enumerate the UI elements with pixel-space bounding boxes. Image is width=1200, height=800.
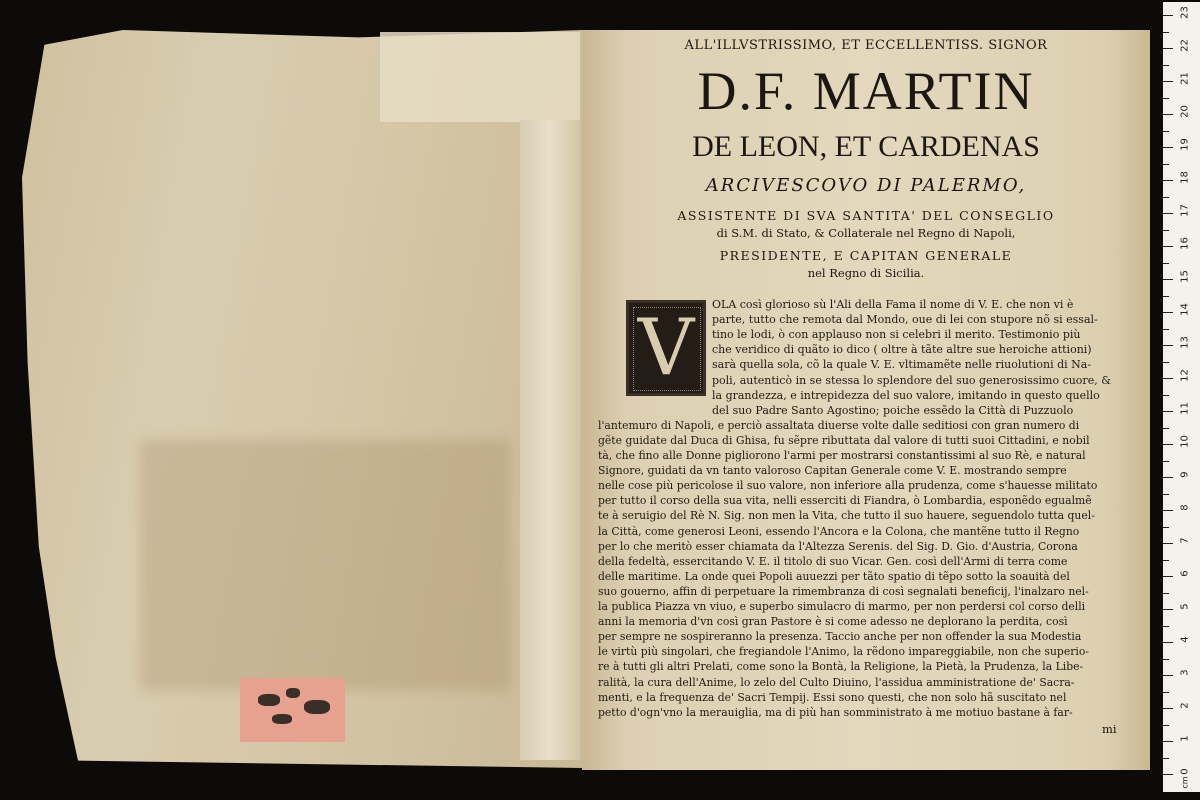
body-line: l'antemuro di Napoli, e perciò assaltata diuerse volte dalle seditiosi con gran numero di — [598, 418, 1080, 432]
ruler-number: 13 — [1179, 336, 1191, 349]
ruler-tick — [1163, 576, 1173, 577]
title-line: ARCIVESCOVO DI PALERMO, — [705, 175, 1027, 196]
ruler-tick — [1163, 395, 1169, 396]
body-line: tà, che fino alle Donne pigliorono l'armi per mostrarsi constantissimi al suo Rè, e natural — [598, 449, 1086, 462]
body-line: per lo che meritò esser chiamata da l'Altezza Serenis. del Sig. D. Gio. d'Austria, Corona — [598, 539, 1078, 553]
name-line-2: DE LEON, ET CARDENAS — [692, 130, 1040, 163]
body-line: le virtù più singolari, che fregiandole l'Animo, la rẽdono impareggiabile, non che superio- — [598, 645, 1089, 659]
ruler-number: 0 — [1179, 768, 1191, 775]
ruler-tick — [1163, 642, 1173, 643]
ruler-tick — [1163, 494, 1169, 495]
ruler-tick — [1163, 461, 1169, 462]
ruler-number: 18 — [1179, 171, 1191, 184]
ruler-tick — [1163, 741, 1173, 742]
ruler-tick — [1163, 692, 1169, 693]
ruler-number: 1 — [1179, 735, 1191, 742]
ruler-tick — [1163, 65, 1169, 66]
ruler-number: 9 — [1179, 471, 1191, 478]
body-line: anni la memoria d'vn così gran Pastore è si come adesso ne deplorano la perdita, così — [598, 615, 1068, 629]
right-page — [582, 30, 1150, 770]
ruler-unit: cm — [1180, 776, 1190, 789]
ruler-tick — [1163, 312, 1173, 313]
ruler-tick — [1163, 345, 1173, 346]
ruler-number: 16 — [1179, 237, 1191, 250]
ruler-number: 12 — [1179, 369, 1191, 382]
name-line-1: D.F. MARTIN — [697, 61, 1035, 121]
ruler-tick — [1163, 246, 1173, 247]
body-line: la Città, come generosi Leoni, essendo l'Ancora e la Colona, che mantẽne tutto il Regno — [598, 524, 1080, 538]
ruler-tick — [1163, 477, 1173, 478]
body-line: ralità, la cura dell'Anime, lo zelo del Culto Diuino, l'assidua amministratione de' Sacra- — [598, 675, 1075, 689]
ruler-tick — [1163, 32, 1169, 33]
spine-repair-strip — [520, 120, 580, 760]
ruler-tick — [1163, 362, 1169, 363]
ruler-tick — [1163, 593, 1169, 594]
dedication-header: ALL'ILLVSTRISSIMO, ET ECCELLENTISS. SIGNOR — [684, 38, 1048, 53]
ruler-tick — [1163, 659, 1169, 660]
ruler-number: 10 — [1179, 435, 1191, 448]
body-line: la publica Piazza vn viuo, e superbo simulacro di marmo, per non perdersi col corso delli — [598, 600, 1086, 613]
ruler-tick — [1163, 81, 1173, 82]
ruler-tick — [1163, 15, 1173, 16]
ruler-tick — [1163, 114, 1173, 115]
ruler-number: 23 — [1179, 6, 1191, 19]
ruler-tick — [1163, 164, 1169, 165]
ruler-tick — [1163, 230, 1169, 231]
ruler-number: 6 — [1179, 570, 1191, 577]
ruler-tick — [1163, 560, 1169, 561]
body-line: la grandezza, e intrepidezza del suo valore, imitando in questo quello — [712, 388, 1100, 402]
ruler-number: 8 — [1179, 504, 1191, 511]
ruler-tick — [1163, 411, 1173, 412]
ruler-number: 22 — [1179, 39, 1191, 52]
body-line: suo gouerno, affin di perpetuare la rimembranza di così segnalati beneficij, l'inalzaro nel- — [598, 584, 1089, 598]
office-line-2: di S.M. di Stato, & Collaterale nel Regno di Napoli, — [716, 226, 1016, 240]
body-line: parte, tutto che remota dal Mondo, oue di lei con stupore nõ si essal- — [712, 313, 1098, 327]
ruler-tick — [1163, 543, 1173, 544]
office-line-1: ASSISTENTE DI SVA SANTITA' DEL CONSEGLIO — [677, 208, 1055, 223]
ruler-tick — [1163, 510, 1173, 511]
ruler-number: 5 — [1179, 603, 1191, 610]
body-line: della fedeltà, essercitando V. E. il titolo di suo Vicar. Gen. così dell'Armi di terra come — [598, 554, 1068, 568]
ruler-tick — [1163, 708, 1173, 709]
ruler-tick — [1163, 758, 1169, 759]
body-line: menti, e la frequenza de' Sacri Tempij. Essi sono questi, che non solo hã suscitato nel — [598, 690, 1067, 704]
ruler-tick — [1163, 725, 1169, 726]
ruler-number: 21 — [1179, 72, 1191, 85]
library-label — [240, 678, 345, 742]
body-line: Signore, guidati da vn tanto valoroso Capitan Generale come V. E. mostrando sempre — [598, 464, 1067, 478]
catchword: mi — [1102, 722, 1117, 736]
ruler-number: 15 — [1179, 270, 1191, 283]
ruler-tick — [1163, 279, 1173, 280]
measuring-ruler — [1163, 2, 1200, 792]
ruler-tick — [1163, 444, 1173, 445]
body-line: che veridico di quãto io dico ( oltre à tãte altre sue heroiche attioni) — [712, 343, 1092, 357]
ruler-tick — [1163, 131, 1169, 132]
ruler-tick — [1163, 329, 1169, 330]
office-line-3: PRESIDENTE, E CAPITAN GENERALE — [719, 248, 1013, 263]
body-line: petto d'ogn'vno la merauiglia, ma di più han somministrato à me motiuo bastane à far- — [598, 705, 1073, 719]
ruler-tick — [1163, 98, 1169, 99]
office-line-4: nel Regno di Sicilia. — [807, 266, 925, 280]
ruler-tick — [1163, 774, 1173, 775]
body-line: tino le lodi, ò con applauso non si celebri il merito. Testimonio più — [712, 328, 1081, 342]
body-line: nelle cose più pericolose il suo valore, non inferiore alla prudenza, come s'hauesse militato — [598, 479, 1098, 493]
ruler-tick — [1163, 48, 1173, 49]
body-line: gẽte guidate dal Duca di Ghisa, fu sẽpre ributtata dal valore di tutti suoi Cittadini, e nobil — [598, 433, 1090, 447]
ruler-tick — [1163, 296, 1169, 297]
paper-repair-patch — [380, 32, 580, 122]
ruler-number: 3 — [1179, 669, 1191, 676]
ruler-number: 20 — [1179, 105, 1191, 118]
ruler-tick — [1163, 180, 1173, 181]
ruler-tick — [1163, 378, 1173, 379]
body-line: OLA così glorioso sù l'Ali della Fama il nome di V. E. che non vi è — [712, 298, 1074, 311]
ruler-tick — [1163, 609, 1173, 610]
ruler-number: 17 — [1179, 204, 1191, 217]
body-line: per sempre ne sospireranno la presenza. Taccio anche per non offender la sua Modestia — [598, 630, 1082, 644]
body-line: poli, autenticò in se stessa lo splendore del suo generosissimo cuore, & — [712, 373, 1111, 387]
body-line: del suo Padre Santo Agostino; poiche essẽdo la Città di Puzzuolo — [712, 403, 1074, 417]
ruler-tick — [1163, 147, 1173, 148]
ruler-number: 14 — [1179, 303, 1191, 316]
left-page-stain — [140, 440, 510, 690]
body-line: delle maritime. La onde quei Popoli auuezzi per tãto spatio di tẽpo sotto la soauità del — [598, 569, 1070, 583]
body-line: re à tutti gli altri Prelati, come sono la Bontà, la Religione, la Pietà, la Prudenza, la Libe- — [598, 660, 1084, 674]
ruler-tick — [1163, 428, 1169, 429]
ruler-tick — [1163, 263, 1169, 264]
ruler-tick — [1163, 527, 1169, 528]
ruler-number: 4 — [1179, 636, 1191, 643]
ruler-tick — [1163, 675, 1173, 676]
ruler-number: 11 — [1179, 402, 1191, 415]
ruler-tick — [1163, 213, 1173, 214]
ruler-number: 19 — [1179, 138, 1191, 151]
ornamental-initial-letter: V — [637, 303, 695, 393]
body-line: te à seruigio del Rè N. Sig. non men la Vita, che tutto il suo hauere, seguendolo tutta quel- — [598, 509, 1095, 523]
ruler-tick — [1163, 626, 1169, 627]
ruler-tick — [1163, 197, 1169, 198]
body-line: per tutto il corso della sua vita, nelli esserciti di Fiandra, ò Lombardia, esponẽdo egualmẽ — [598, 494, 1092, 508]
ruler-number: 2 — [1179, 702, 1191, 709]
ornamental-initial — [626, 300, 706, 396]
ruler-number: 7 — [1179, 537, 1191, 544]
body-line: sarà quella sola, cõ la quale V. E. vltimamẽte nelle riuolutioni di Na- — [712, 358, 1092, 372]
